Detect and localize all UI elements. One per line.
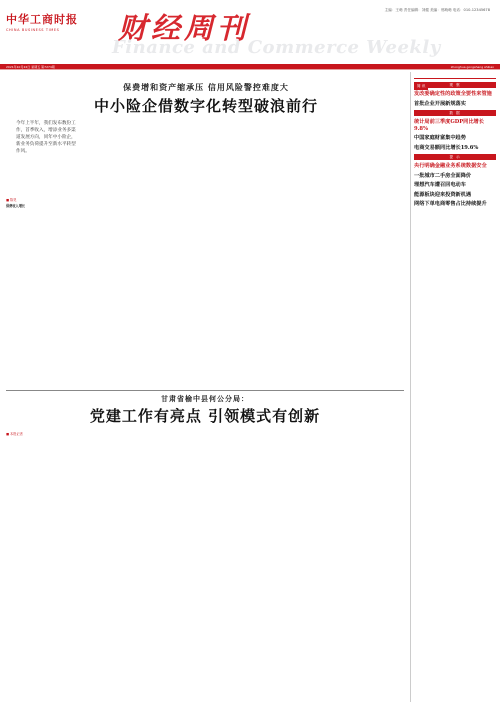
brief-title: 网络下单电商零售占比持续提升 (414, 201, 487, 207)
article-column (249, 432, 325, 700)
brief-title: 能源板块迎来投资新机遇 (414, 191, 472, 198)
section-title: 财经周刊 (118, 11, 251, 45)
author-tag: ■ 本报记者 (6, 432, 23, 436)
category-bar: 数 据 (414, 110, 496, 116)
section-title-en: Finance and Commerce Weekly (112, 37, 441, 58)
subheading: 保费收入增长 (6, 204, 26, 209)
brief-title: 一批城市二手房全面降价 (414, 172, 472, 179)
sidebar-header-label: 简 讯 (414, 83, 428, 90)
column-divider (410, 72, 411, 702)
masthead (0, 0, 500, 70)
brief-title: 理想汽车遭召回电动车 (414, 182, 466, 188)
brief-title: 央行明确金融业务系统数据安全 (414, 163, 487, 169)
article-lead: 今年上半年，我们发布数份工作，首季收入，增添业务多渠道发展方向，同年中小险企，新业务负荷提升至新水平转型作风。 (16, 121, 76, 154)
issue-date: 2021年10月22日 星期五 第7274期 (6, 65, 55, 69)
article-kicker: 保费增和资产缩承压 信用风险警控难度大 (123, 83, 289, 92)
brand-logo (6, 11, 86, 32)
article-column (168, 432, 244, 700)
brief-title: 电商交易额同比增长19.6% (414, 144, 479, 151)
category-bar: 提 示 (414, 154, 496, 160)
brief-title: 中国家庭财富集中趋势 (414, 135, 466, 141)
editor-info: 主编：王萌 责任编辑：刘健 美编：邢萌萌 电话：010-12345678 (384, 8, 490, 12)
divider (0, 69, 500, 70)
article2-kicker: 甘肃省榆中县何公分局： (161, 395, 249, 403)
brief-title: 统计局前三季度GDP同比增长9.8% (414, 119, 484, 132)
brand-name-en: CHINA BUSINESS TIMES (6, 28, 60, 32)
section-divider (6, 390, 404, 391)
brief-title: 首批企业开展新规落实 (414, 100, 466, 107)
brand-name: 中华工商时报 (6, 13, 78, 26)
article2-body (6, 432, 406, 700)
sidebar (414, 72, 496, 702)
article2-headline: 党建工作有亮点 引领模式有创新 (89, 407, 321, 425)
article-column (87, 432, 163, 700)
author-tag: ■ 陈昊 (6, 198, 17, 202)
main-article (6, 72, 406, 154)
article-headline: 中小险企借数字化转型破浪前行 (93, 97, 318, 115)
article-column (330, 432, 406, 700)
category-bar: 观 察 (414, 82, 496, 88)
article-column (6, 432, 82, 700)
bar-right-text: zhonghua gongshang shibao (450, 65, 494, 69)
brief-title: 发改委确定性的政策全要性来管施 (414, 91, 492, 97)
